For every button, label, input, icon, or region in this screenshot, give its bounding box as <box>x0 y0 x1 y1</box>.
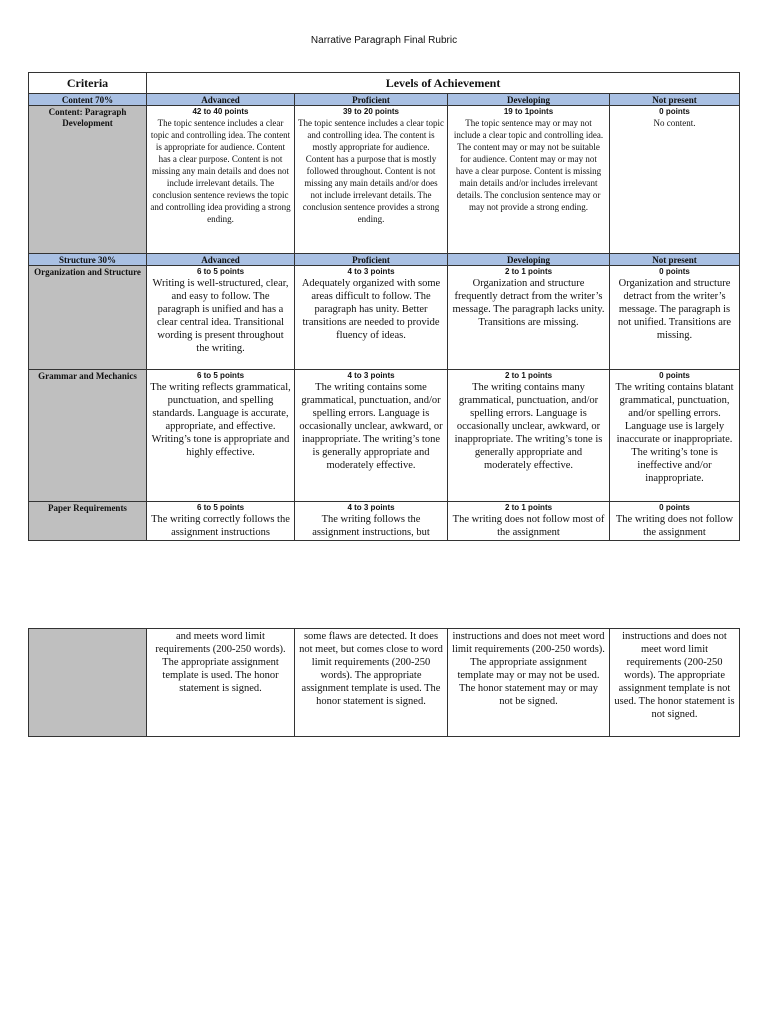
rating-cell <box>610 106 740 254</box>
points-range: 0 points <box>659 107 690 116</box>
section-header-content <box>29 94 740 106</box>
points-range: 39 to 20 points <box>342 107 399 116</box>
rubric-table-continued <box>28 628 740 737</box>
table-row <box>29 106 740 254</box>
level-label: Proficient <box>295 94 448 106</box>
rating-cell <box>448 502 610 541</box>
rating-cell <box>448 266 610 370</box>
rating-cell <box>147 106 295 254</box>
criteria-header: Criteria <box>29 73 147 94</box>
rating-cell <box>610 370 740 502</box>
criterion-cell <box>29 629 147 737</box>
rating-description: The topic sentence includes a clear topic and controlling idea. The content is mostly appropriate for audience. Content has a purpose that is mostly followed throughout. Content is not missing any main details and/or does not include irrelevant details. The conclusion sentence provides a strong ending. <box>298 118 444 224</box>
rating-description: The topic sentence may or may not include a clear topic and controlling idea. The content may or may not be suitable for audience. Content may or may not have a clear purpose. Content is missing main details and/or includes irrelevant details. The conclusion sentence may or may not provide a strong ending. <box>453 118 604 212</box>
rating-description: instructions and does not meet word limit requirements (200-250 words). The appropriate assignment template is not used. The honor statement is not signed. <box>610 629 740 737</box>
rating-description: The writing contains many grammatical, punctuation, and/or spelling errors. Language is occasionally unclear, awkward, or inappropriate. The writing’s tone is generally appropriate and moderately effective. <box>454 382 603 471</box>
table-row <box>29 502 740 541</box>
points-range: 19 to 1points <box>503 107 554 116</box>
rating-cell <box>448 106 610 254</box>
level-label: Developing <box>448 94 610 106</box>
rating-description: Organization and structure frequently detract from the writer’s message. The paragraph lacks unity. Transitions are missing. <box>452 278 605 328</box>
rating-description: The writing correctly follows the assignment instructions <box>151 514 290 538</box>
criterion-cell: Paper Requirements <box>29 502 147 541</box>
points-range: 2 to 1 points <box>504 371 553 380</box>
points-range: 0 points <box>659 371 690 380</box>
rating-description: Organization and structure detract from the writer’s message. The paragraph is not unified. Transitions are missing. <box>617 278 732 341</box>
criterion-cell: Grammar and Mechanics <box>29 370 147 502</box>
points-range: 6 to 5 points <box>196 503 245 512</box>
table-row <box>29 629 740 737</box>
points-range: 4 to 3 points <box>347 267 395 276</box>
rating-description: and meets word limit requirements (200-250 words). The appropriate assignment template is used. The honor statement is signed. <box>147 629 295 737</box>
level-label: Advanced <box>147 254 295 266</box>
rating-description: The writing reflects grammatical, punctuation, and spelling standards. Language is accurate, appropriate, and effective. Writing’s tone is appropriate and highly effective. <box>150 382 291 458</box>
rating-description: The writing contains some grammatical, punctuation, and/or spelling errors. Language is occasionally unclear, awkward, or inappropriate. The writing’s tone is generally appropriate and moderately effective. <box>299 382 443 471</box>
rating-cell <box>147 266 295 370</box>
rating-description: The writing does not follow the assignment <box>615 514 734 538</box>
rating-description: The writing contains blatant grammatical, punctuation, and/or spelling errors. Language use is largely inaccurate or inappropriate. The writing’s tone is ineffective and/or inappropriate. <box>615 382 734 484</box>
table-row <box>29 266 740 370</box>
rating-description: No content. <box>653 118 696 128</box>
level-label: Not present <box>610 94 740 106</box>
rating-cell <box>147 370 295 502</box>
rating-cell <box>448 370 610 502</box>
points-range: 0 points <box>659 267 690 276</box>
section-label: Structure 30% <box>29 254 147 266</box>
levels-header: Levels of Achievement <box>147 73 740 94</box>
section-label: Content 70% <box>29 94 147 106</box>
table-row <box>29 370 740 502</box>
points-range: 42 to 40 points <box>192 107 249 116</box>
rating-description: instructions and does not meet word limit requirements (200-250 words). The appropriate assignment template may or may not be used. The honor statement may or may not be signed. <box>448 629 610 737</box>
level-label: Proficient <box>295 254 448 266</box>
document-title: Narrative Paragraph Final Rubric <box>310 35 458 46</box>
points-range: 2 to 1 points <box>504 503 553 512</box>
rating-description: Adequately organized with some areas difficult to follow. The paragraph has unity. Better transitions are needed to provide fluency of ideas. <box>301 278 441 341</box>
points-range: 6 to 5 points <box>196 267 245 276</box>
rating-cell <box>610 266 740 370</box>
points-range: 0 points <box>659 503 690 512</box>
criterion-cell: Organization and Structure <box>29 266 147 370</box>
level-label: Developing <box>448 254 610 266</box>
rating-cell <box>295 502 448 541</box>
points-range: 4 to 3 points <box>347 503 395 512</box>
rating-description: The writing does not follow most of the assignment <box>452 514 605 538</box>
level-label: Not present <box>610 254 740 266</box>
rating-cell <box>147 502 295 541</box>
rating-cell <box>295 266 448 370</box>
rating-description: The topic sentence includes a clear topic and controlling idea. The content is appropriate for audience. Content has a clear purpose. Content is not missing any main details and does not include irrelevant details. The conclusion sentence reviews the topic and controlling idea providing a strong ending. <box>150 118 291 224</box>
level-label: Advanced <box>147 94 295 106</box>
points-range: 4 to 3 points <box>347 371 395 380</box>
header-row <box>29 73 740 94</box>
criterion-cell: Content: Paragraph Development <box>29 106 147 254</box>
section-header-structure <box>29 254 740 266</box>
rating-cell <box>295 106 448 254</box>
rating-description: some flaws are detected. It does not meet, but comes close to word limit requirements (200-250 words). The appropriate assignment template is used. The honor statement is signed. <box>295 629 448 737</box>
points-range: 6 to 5 points <box>196 371 245 380</box>
points-range: 2 to 1 points <box>504 267 553 276</box>
rating-description: Writing is well-structured, clear, and easy to follow. The paragraph is unified and has a clear central idea. Transitional wording is present throughout the writing. <box>152 278 289 354</box>
rubric-table <box>28 72 740 541</box>
rating-description: The writing follows the assignment instructions, but <box>312 514 430 538</box>
rating-cell <box>295 370 448 502</box>
rating-cell <box>610 502 740 541</box>
